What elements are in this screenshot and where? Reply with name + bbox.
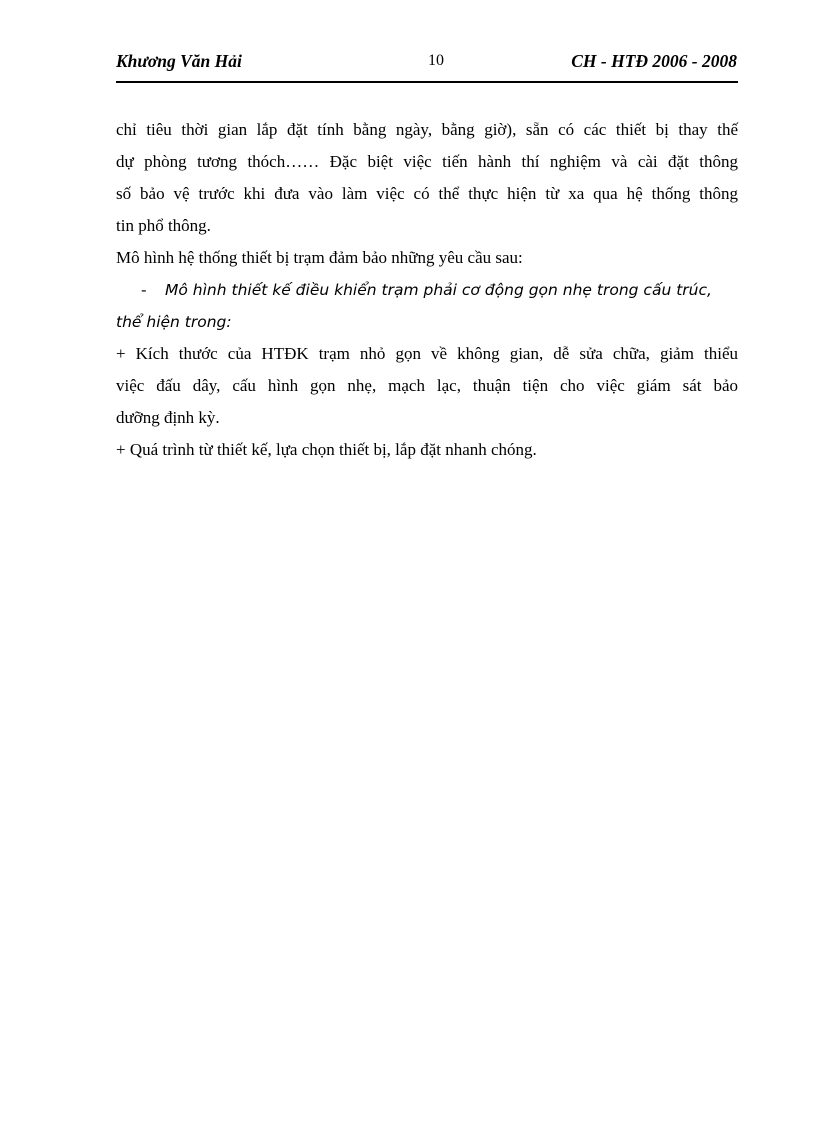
body-text — [116, 114, 738, 466]
paragraph-1 — [116, 114, 738, 242]
bullet-text: Mô hình thiết kế điều khiển trạm phải cơ động gọn nhẹ trong cấu trúc, — [165, 281, 712, 299]
header-course: CH - HTĐ 2006 - 2008 — [571, 51, 737, 71]
list-item-1-line-1: + Kích thước của HTĐK trạm nhỏ gọn về không gian, dễ sửa chữa, giảm thiểu — [116, 344, 738, 363]
paragraph-1-line-1: chỉ tiêu thời gian lắp đặt tính bằng ngày, bằng giờ), sẵn có các thiết bị thay thế — [116, 120, 738, 139]
list-item-2: + Quá trình từ thiết kế, lựa chọn thiết bị, lắp đặt nhanh chóng. — [116, 440, 537, 459]
header-author: Khương Văn Hải — [116, 51, 242, 71]
list-item-1-line-2: việc đấu dây, cấu hình gọn nhẹ, mạch lạc, thuận tiện cho việc giám sát bảo — [116, 376, 738, 395]
paragraph-1-line-3: số bảo vệ trước khi đưa vào làm việc có thể thực hiện từ xa qua hệ thống thông — [116, 184, 738, 203]
page-header — [116, 48, 737, 74]
paragraph-1-line-2: dự phòng tương thóch…… Đặc biệt việc tiến hành thí nghiệm và cài đặt thông — [116, 152, 738, 171]
list-item-1 — [116, 338, 738, 434]
header-divider — [116, 81, 738, 83]
header-page-number: 10 — [428, 52, 444, 69]
bullet-dash: - — [141, 281, 147, 299]
bullet-item — [116, 274, 738, 338]
bullet-line-1 — [116, 274, 738, 306]
intro-line: Mô hình hệ thống thiết bị trạm đảm bảo những yêu cầu sau: — [116, 248, 523, 267]
paragraph-1-line-4: tin phổ thông. — [116, 216, 211, 235]
list-item-1-line-3: dưỡng định kỳ. — [116, 408, 220, 427]
bullet-line-2: thể hiện trong: — [116, 313, 232, 331]
